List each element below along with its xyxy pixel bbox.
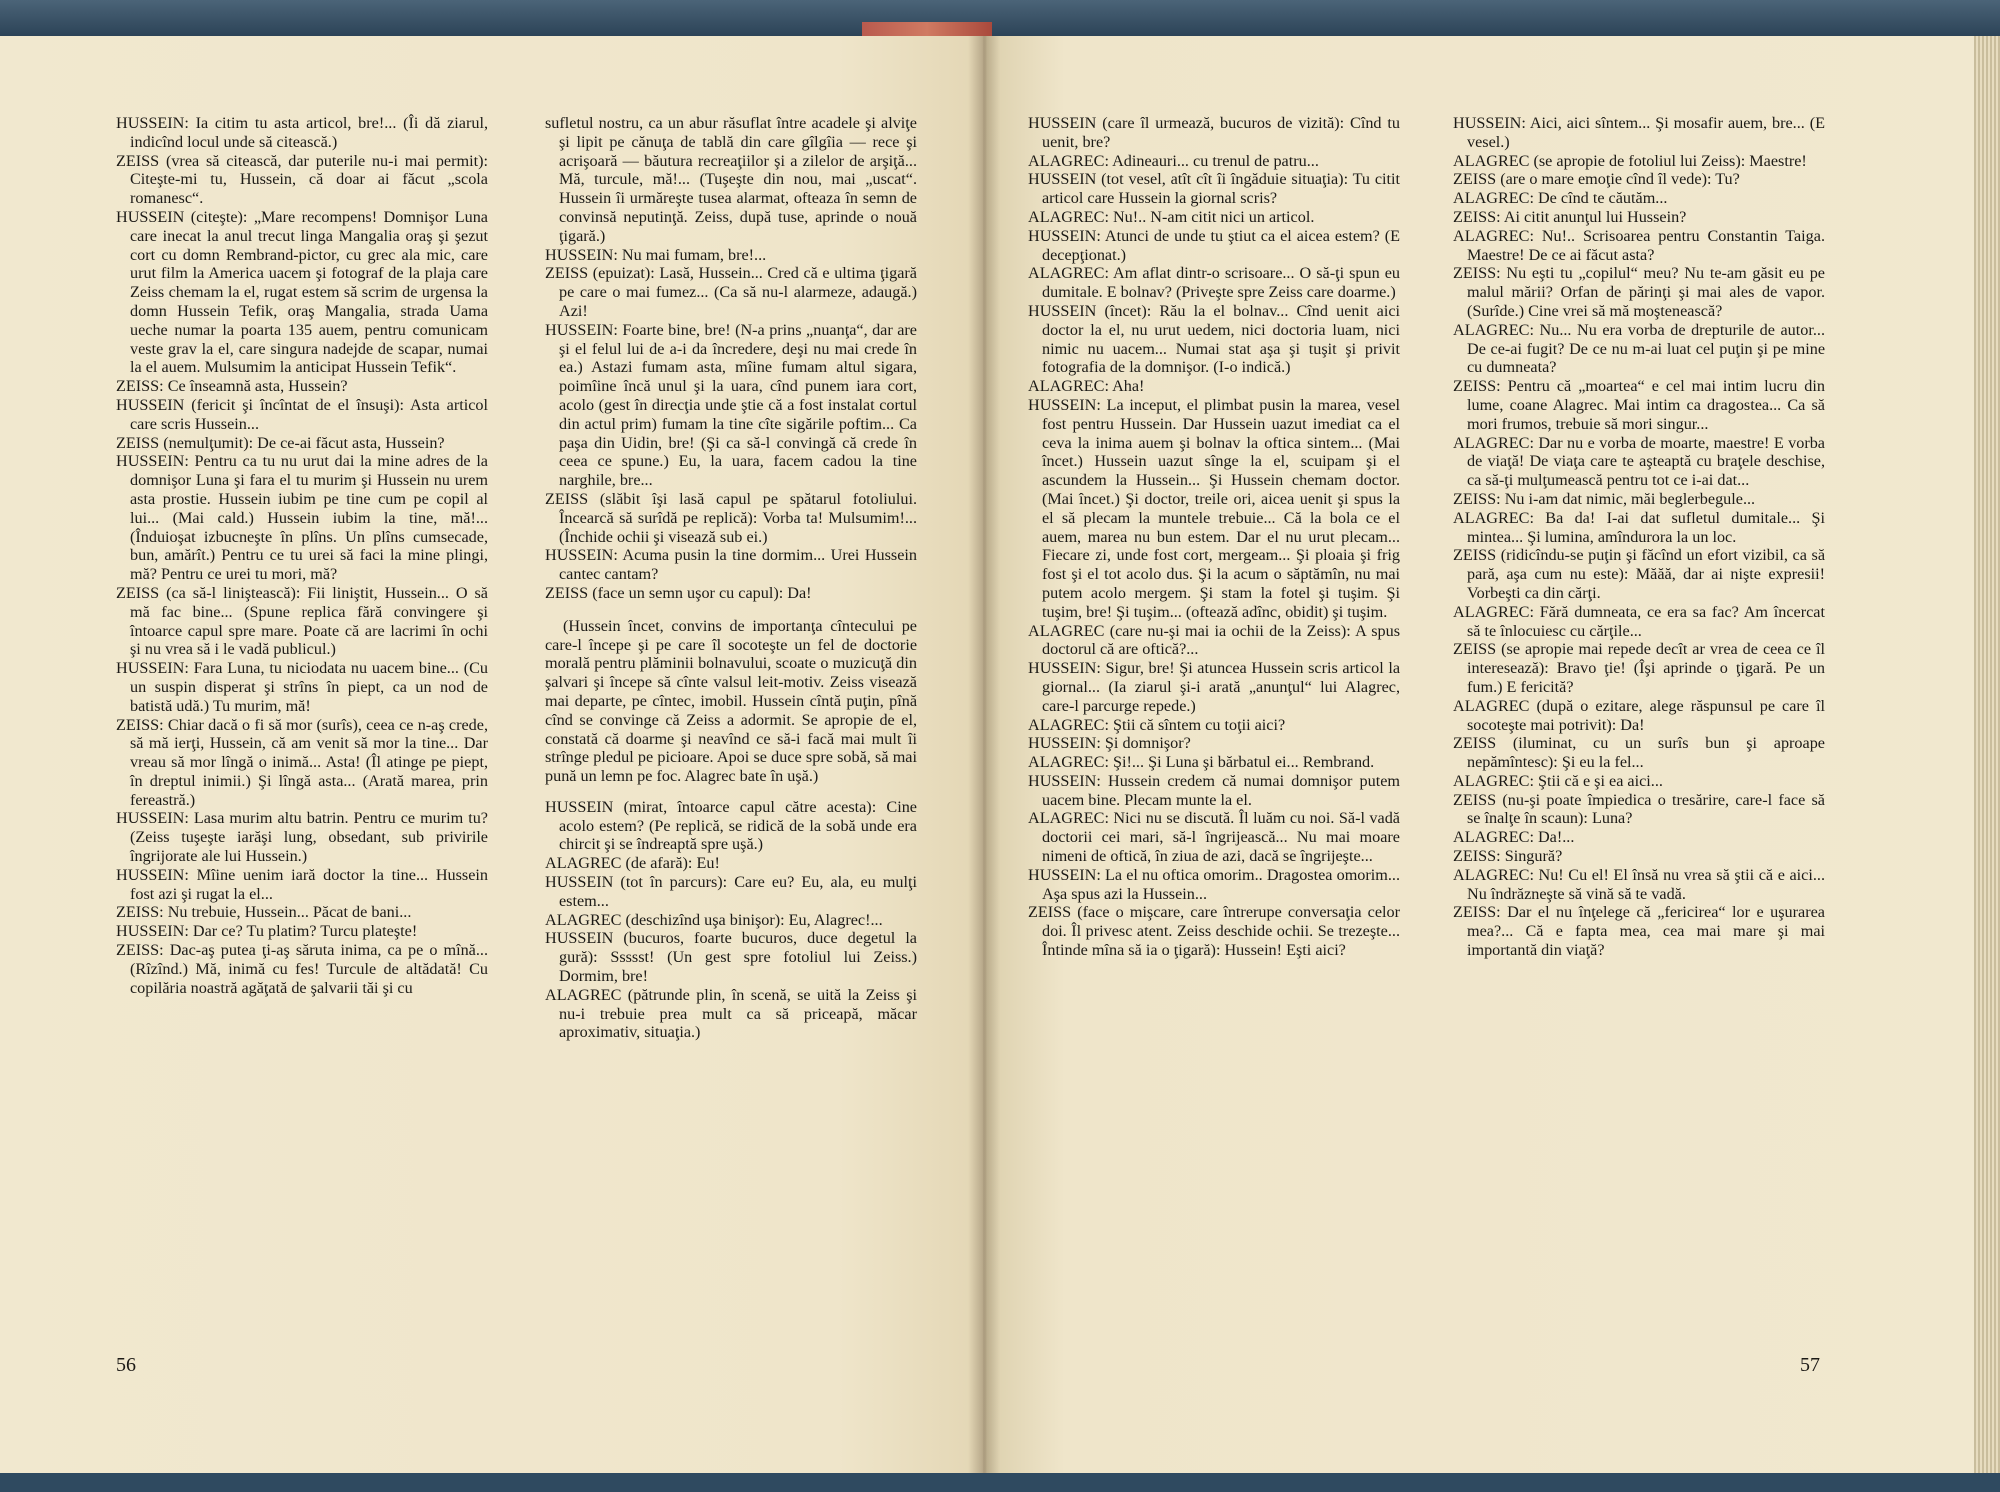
- paragraph: ZEISS (se apropie mai repede decît ar vrea de ceea ce îl interesează): Bravo ţie! (Îşi aprinde o ţigară. Pe un fum.) E fericită?: [1453, 640, 1825, 696]
- left-page: [0, 36, 985, 1473]
- paragraph: ALAGREC: Fără dumneata, ce era sa fac? Am încercat să te înlocuiesc cu cărţile...: [1453, 602, 1825, 640]
- paragraph: HUSSEIN: Fara Luna, tu niciodata nu uacem bine... (Cu un suspin disperat şi strîns în piept, ca un nod de batistă udă.) Tu murim, mă!: [116, 659, 488, 715]
- paragraph: HUSSEIN: Ia citim tu asta articol, bre!... (Îi dă ziarul, indicînd locul unde să citească.): [116, 114, 488, 151]
- paragraph: ZEISS (slăbit îşi lasă capul pe spătarul fotoliului. Încearcă să surîdă pe replică): Vorba ta! Mulsumim!... (Închide ochii şi visează sub ei.): [545, 489, 917, 546]
- paragraph: ALAGREC: Nu!.. N-am citit nici un articol.: [1028, 207, 1315, 226]
- column-2: [545, 114, 917, 1042]
- paragraph: HUSSEIN (citeşte): „Mare recompens! Domnişor Luna care inecat la anul trecut linga Mangalia oraş şi şezut cort cu domn Rembrand-pictor, cu grec ala mic, care urut film la America uacem şi fotograf de la plaja care Zeiss chemam la el, rugat estem să scrim de urgensa la domn Hussein Tefik, oraş Mangalia, strada Uama ueche numar la poarta 135 auem, pentru comunicam veste grav la el, care singura nadejde de scapar, numai la el auem. Mulsumim la anticipat Hussein Tefik“.: [116, 207, 488, 377]
- paragraph: ZEISS: Nu trebuie, Hussein... Păcat de bani...: [116, 903, 412, 922]
- paragraph: sufletul nostru, ca un abur răsuflat între acadele şi alviţe şi lipit pe cănuţa de tablă din care gîlgîia — rece şi acrişoară — băutura recreaţiilor şi a zilelor de arşiţă... Mă, turcule, mă!... (Tuşeşte din nou, mai „uscat“. Hussein îi urmăreşte tusea alarmat, ofteaza în semn de convinsă neputinţă. Zeiss, după tuse, aprinde o nouă ţigară.): [545, 114, 917, 245]
- paragraph: HUSSEIN: La el nu oftica omorim.. Dragostea omorim... Aşa spus azi la Hussein...: [1028, 865, 1400, 903]
- paragraph: HUSSEIN: Mîine uenim iară doctor la tine... Hussein fost azi şi rugat la el...: [116, 865, 488, 903]
- column-3: [1028, 114, 1400, 960]
- right-page: [985, 36, 1978, 1473]
- paragraph: ZEISS (nemulţumit): De ce-ai făcut asta, Hussein?: [116, 433, 445, 452]
- page-edges: [1974, 36, 2000, 1473]
- paragraph: HUSSEIN (tot în parcurs): Care eu? Eu, ala, eu mulţi estem...: [545, 873, 917, 910]
- paragraph: ZEISS (face o mişcare, care întrerupe conversaţia celor doi. Îl privesc atent. Zeiss deschide ochii. Se trezeşte... Întinde mîna să ia o ţigară): Hussein! Eşti aici?: [1028, 903, 1400, 960]
- paragraph: HUSSEIN (mirat, întoarce capul către acesta): Cine acolo estem? (Pe replică, se ridică de la sobă unde era chircit şi se îndreaptă spre uşă.): [545, 797, 917, 854]
- paragraph: ALAGREC: Nu... Nu era vorba de drepturile de autor... De ce-ai fugit? De ce nu m-ai luat cel puţin şi pe mine cu dumneata?: [1453, 320, 1825, 377]
- paragraph: ALAGREC: Dar nu e vorba de moarte, maestre! E vorba de viaţă! De viaţa care te aşteaptă cu braţele deschise, ca să-ţi mulţumească pentru tot ce i-ai dat...: [1453, 433, 1825, 490]
- paragraph: ZEISS: Ai citit anunţul lui Hussein?: [1453, 207, 1687, 226]
- paragraph: ALAGREC (după o ezitare, alege răspunsul pe care îl socoteşte mai potrivit): Da!: [1453, 696, 1825, 734]
- paragraph: HUSSEIN (tot vesel, atît cît îi îngăduie situaţia): Tu citit articol care Hussein la giornal scris?: [1028, 170, 1400, 208]
- paragraph: HUSSEIN: Şi domnişor?: [1028, 734, 1191, 753]
- paragraph: ALAGREC: Şi!... Şi Luna şi bărbatul ei... Rembrand.: [1028, 753, 1375, 772]
- paragraph: (Hussein încet, convins de importanţa cîntecului pe care-l începe şi pe care îl socoteşte un fel de doctorie morală pentru plăminii bolnavului, scoate o muzicuţă din şalvari şi începe să cînte valsul leit-motiv. Zeiss visează mai departe, pe cîntec, imobil. Hussein cîntă puţin, pînă cînd se convinge că Zeiss a adormit. Se apropie de el, constată că doarme şi neavînd ce să-i facă mai mult îi strînge pledul pe picioare. Apoi se duce spre sobă, să mai pună un lemn pe foc. Alagrec bate în uşă.): [545, 616, 917, 786]
- paragraph: HUSSEIN (fericit şi încîntat de el însuşi): Asta articol care scris Hussein...: [116, 395, 488, 433]
- column-1: [116, 114, 488, 997]
- paragraph: ALAGREC: Am aflat dintr-o scrisoare... O să-ţi spun eu dumitale. E bolnav? (Priveşte spre Zeiss care doarme.): [1028, 264, 1400, 302]
- book-gutter: [968, 36, 1000, 1473]
- bookmark-ribbon: [862, 22, 992, 36]
- paragraph: ZEISS: Nu eşti tu „copilul“ meu? Nu te-am găsit eu pe malul mării? Orfan de părinţi şi mai ales de vapor. (Surîde.) Cine vrei să mă moştenească?: [1453, 264, 1825, 320]
- book-cover-bottom-edge: [0, 1473, 2000, 1492]
- paragraph: ZEISS (are o mare emoţie cînd îl vede): Tu?: [1453, 170, 1740, 189]
- paragraph: ALAGREC: Ştii că e şi ea aici...: [1453, 771, 1663, 790]
- paragraph: HUSSEIN: La inceput, el plimbat pusin la marea, vesel fost pentru Hussein. Dar Hussein uazut imediat ca el ceva la inima auem şi bolnav la oftica sintem... (Mai încet.) Hussein uazut sînge la el, scuipam şi el ascundem la Hussein... Şi Hussein chemam doctor. (Mai încet.) Şi doctor, treile ori, aicea uenit şi spus la el să plecam la muntele trebuie... Că la bola ce el auem, marea nu bun estem. Dar el nu urut plecam... Fiecare zi, unde fost cort, mergeam... Şi ploaia şi frig fost şi el tot acolo dus. Şi la acum o săptămîn, nu mai putem acolo mergem. Şi stam la fotel şi tuşim. Şi tuşim, bre! Şi tuşim... (oftează adînc, obidit) şi tuşim.: [1028, 395, 1400, 621]
- paragraph: HUSSEIN: Dar ce? Tu platim? Turcu plateşte!: [116, 922, 418, 941]
- paragraph: ZEISS (ca să-l liniştească): Fii liniştit, Hussein... O să mă fac bine... (Spune replica fără convingere şi întoarce capul spre mare. Poate că are lacrimi în ochi şi nu vrea să i le vadă publicul.): [116, 583, 488, 659]
- paragraph: ZEISS: Singură?: [1453, 847, 1563, 866]
- paragraph: ALAGREC: Ba da! I-ai dat sufletul dumitale... Şi mintea... Şi lumina, amîndurora la un loc.: [1453, 508, 1825, 546]
- paragraph: HUSSEIN: Foarte bine, bre! (N-a prins „nuanţa“, dar are şi el felul lui de a-i da încredere, deşi nu mai crede în ea.) Astazi fumam asta, mîine fumam altul sigara, poimîine încă unul şi la uara, cînd punem iara cort, acolo (gest în direcţia unde ştie că a fost instalat cortul din actul prim) fumam la tine cîte sigările poftim... Ca paşa din Uidin, bre! (Şi ca să-l convingă că crede în ceea ce spune.) Eu, la uara, facem cadou la tine narghile, bre...: [545, 320, 917, 490]
- paragraph: ZEISS (face un semn uşor cu capul): Da!: [545, 583, 812, 602]
- paragraph: ALAGREC: Nici nu se discută. Îl luăm cu noi. Să-l vadă doctorii cei mari, să-l îngrijească... Nu mai moare nimeni de oftică, în ziua de azi, dacă se îngrijeşte...: [1028, 809, 1400, 866]
- paragraph: HUSSEIN: Nu mai fumam, bre!...: [545, 245, 767, 264]
- paragraph: ALAGREC (de afară): Eu!: [545, 854, 720, 873]
- paragraph: ZEISS: Nu i-am dat nimic, măi beglerbegule...: [1453, 489, 1756, 508]
- column-4: [1453, 114, 1825, 960]
- book-cover-top-edge: [0, 0, 2000, 36]
- paragraph: ZEISS (nu-şi poate împiedica o tresărire, care-l face să se înalţe în scaun): Luna?: [1453, 790, 1825, 828]
- paragraph: ZEISS: Dar el nu înţelege că „fericirea“ lor e uşurarea mea?... Că e fapta mea, cea mai mare şi mai importantă din viaţă?: [1453, 903, 1825, 960]
- paragraph: ALAGREC: Adineauri... cu trenul de patru...: [1028, 151, 1319, 170]
- paragraph: HUSSEIN (care îl urmează, bucuros de vizită): Cînd tu uenit, bre?: [1028, 114, 1400, 151]
- paragraph: ZEISS (epuizat): Lasă, Hussein... Cred că e ultima ţigară pe care o mai fumez... (Ca să nu-l alarmeze, adaugă.) Azi!: [545, 264, 917, 320]
- paragraph: ALAGREC: Da!...: [1453, 828, 1575, 847]
- paragraph: ALAGREC: Nu! Cu el! El însă nu vrea să ştii că e aici... Nu îndrăzneşte să vină să te vadă.: [1453, 865, 1825, 903]
- page-number-right: 57: [1800, 1354, 1820, 1376]
- paragraph: ALAGREC (deschizînd uşa binişor): Eu, Alagrec!...: [545, 910, 883, 929]
- paragraph: ZEISS (ridicîndu-se puţin şi făcînd un efort vizibil, ca să pară, aşa cum nu este): Măăă, dar ai nişte expresii! Vorbeşti ca din cărţi.: [1453, 546, 1825, 602]
- paragraph: HUSSEIN: Acuma pusin la tine dormim... Urei Hussein cantec cantam?: [545, 546, 917, 584]
- paragraph: ZEISS (iluminat, cu un surîs bun şi aproape nepămîntesc): Şi eu la fel...: [1453, 734, 1825, 772]
- paragraph: HUSSEIN (încet): Rău la el bolnav... Cînd uenit aici doctor la el, nu urut uedem, nici doctoria luam, nici nimic nu uacem... Numai stat aşa şi tuşit şi privit fotografia de la domnişor. (I-o indică.): [1028, 301, 1400, 377]
- paragraph: ALAGREC: De cînd te căutăm...: [1453, 189, 1668, 208]
- paragraph: ZEISS: Pentru că „moartea“ e cel mai intim lucru din lume, coane Alagrec. Mai intim ca dragostea... Ca să mori frumos, trebuie să mori singur...: [1453, 377, 1825, 433]
- paragraph: HUSSEIN: Hussein credem că numai domnişor putem uacem bine. Plecam munte la el.: [1028, 771, 1400, 809]
- paragraph: ALAGREC (pătrunde plin, în scenă, se uită la Zeiss şi nu-i trebuie prea mult ca să priceapă, măcar aproximativ, situaţia.): [545, 985, 917, 1042]
- paragraph: ZEISS: Dac-aş putea ţi-aş săruta inima, ca pe o mînă... (Rîzînd.) Mă, inimă cu fes! Turcule de altădată! Cu copilăria noastră agăţată de şalvarii tăi şi cu: [116, 941, 488, 997]
- paragraph: HUSSEIN: Sigur, bre! Şi atuncea Hussein scris articol la giornal... (Ia ziarul şi-i arată „anunţul“ lui Alagrec, care-l parcurge repede.): [1028, 659, 1400, 715]
- paragraph: HUSSEIN (bucuros, foarte bucuros, duce degetul la gură): Ssssst! (Un gest spre fotoliul lui Zeiss.) Dormim, bre!: [545, 929, 917, 986]
- paragraph: ALAGREC: Aha!: [1028, 377, 1145, 396]
- page-number-left: 56: [116, 1354, 136, 1376]
- paragraph: ZEISS: Ce înseamnă asta, Hussein?: [116, 377, 348, 396]
- paragraph: ALAGREC (care nu-şi mai ia ochii de la Zeiss): A spus doctorul că are oftică?...: [1028, 621, 1400, 659]
- paragraph: ALAGREC: Ştii că sîntem cu toţii aici?: [1028, 715, 1286, 734]
- paragraph: HUSSEIN: Atunci de unde tu ştiut ca el aicea estem? (E decepţionat.): [1028, 226, 1400, 264]
- paragraph: HUSSEIN: Pentru ca tu nu urut dai la mine adres de la domnişor Luna şi fara el tu murim şi Hussein nu urem asta prostie. Hussein iubim pe tine cum pe copil al lui... (Mai cald.) Hussein iubim la tine, mă!... (Înduioşat izbucneşte în plîns. Un plîns cumsecade, bun, amărît.) Pentru ce tu urei să faci la mine plingi, mă? Pentru ce urei tu mori, mă?: [116, 452, 488, 584]
- paragraph: ALAGREC (se apropie de fotoliul lui Zeiss): Maestre!: [1453, 151, 1807, 170]
- paragraph: ZEISS (vrea să citească, dar puterile nu-i mai permit): Citeşte-mi tu, Hussein, că doar ai făcut „scola romanesc“.: [116, 151, 488, 208]
- paragraph: ALAGREC: Nu!.. Scrisoarea pentru Constantin Taiga. Maestre! De ce ai făcut asta?: [1453, 226, 1825, 264]
- paragraph: HUSSEIN: Lasa murim altu batrin. Pentru ce murim tu? (Zeiss tuşeşte iarăşi lung, obsedant, sub privirile îngrijorate ale lui Hussein.): [116, 809, 488, 866]
- paragraph: HUSSEIN: Aici, aici sîntem... Şi mosafir auem, bre... (E vesel.): [1453, 114, 1825, 151]
- paragraph: ZEISS: Chiar dacă o fi să mor (surîs), ceea ce n-aş crede, să mă ierţi, Hussein, că am venit să mor la tine... Dar vreau să mor lîngă o inimă... Asta! (Îl atinge pe piept, în dreptul inimii.) Şi lîngă asta... (Arată marea, prin fereastră.): [116, 715, 488, 809]
